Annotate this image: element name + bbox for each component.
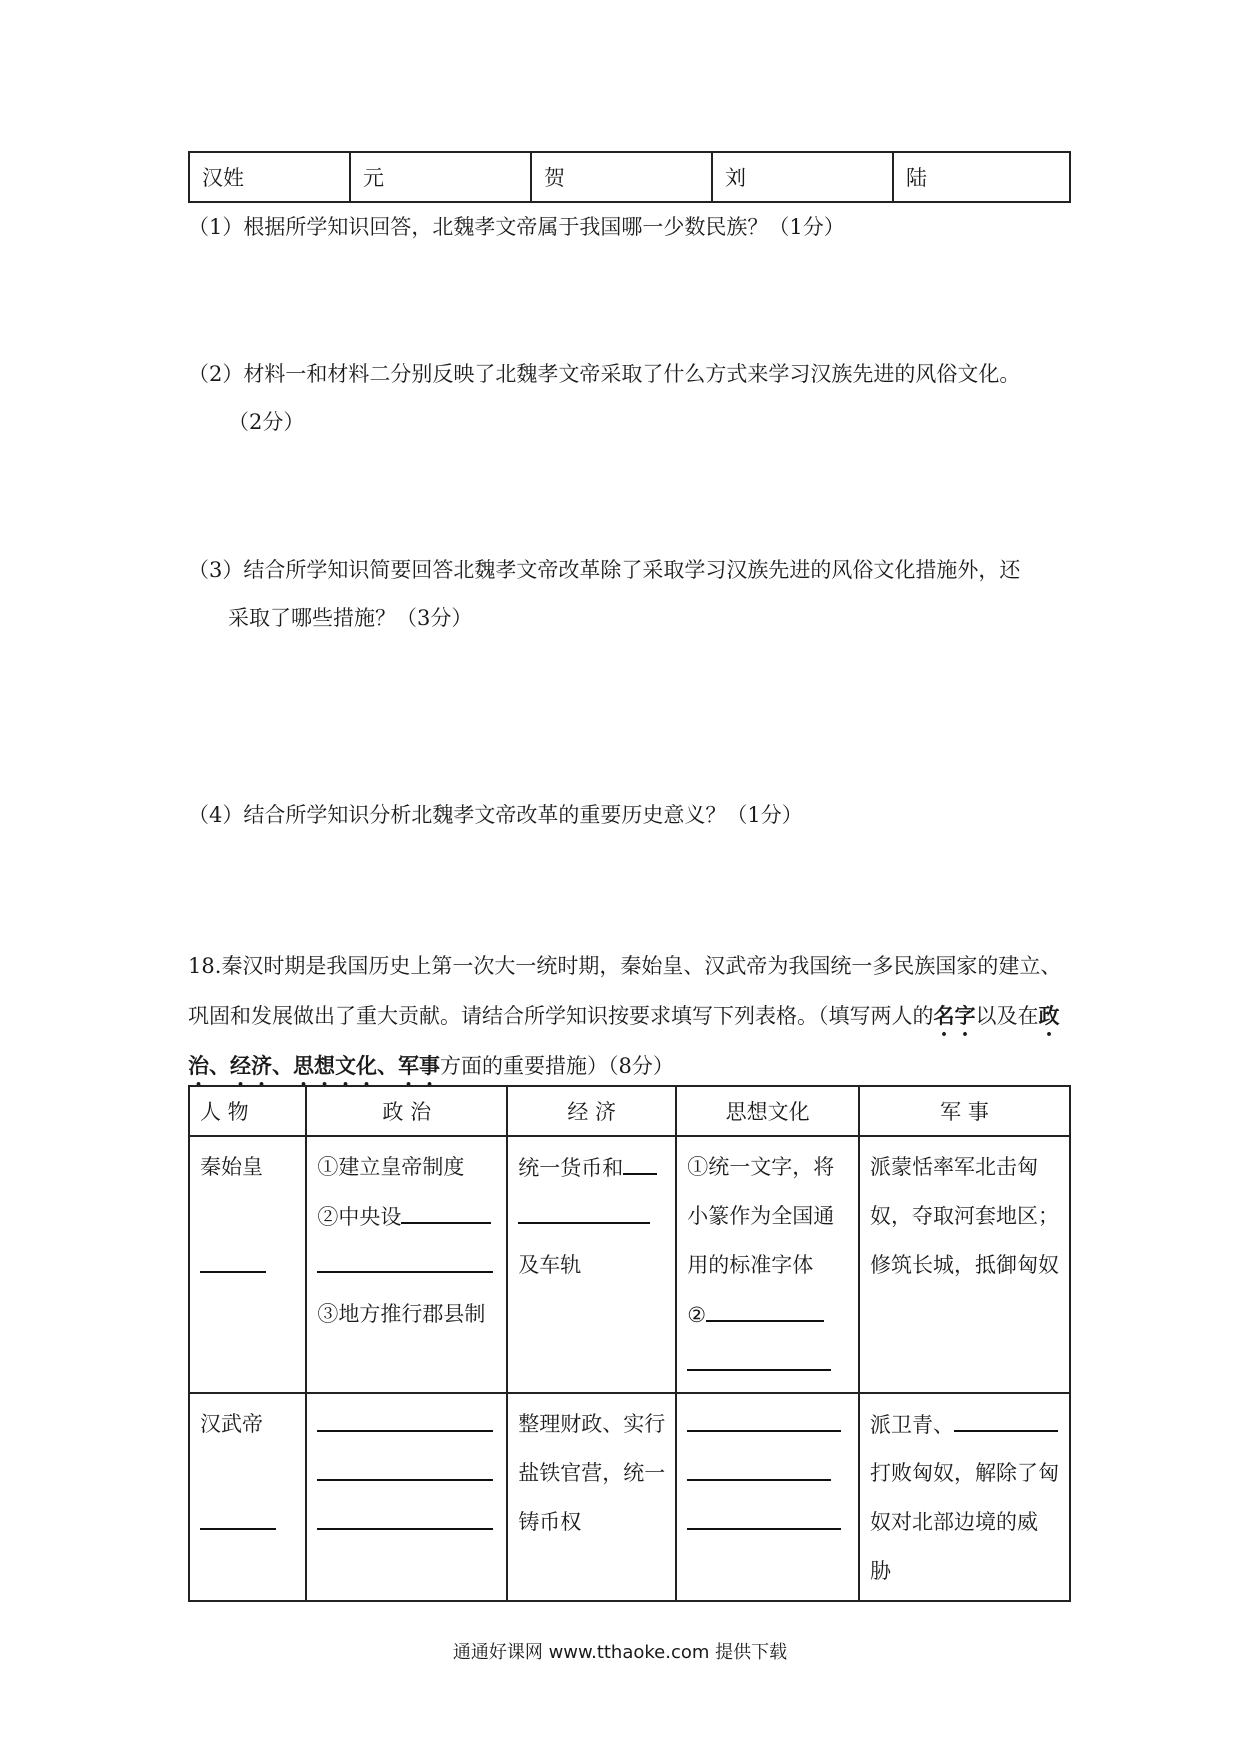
blank-field[interactable] (317, 1404, 493, 1432)
military-item: 打败匈奴，解除了匈 (870, 1461, 1059, 1485)
cell-economy (507, 1136, 676, 1393)
header-culture: 思想文化 (676, 1086, 859, 1136)
cell-culture (676, 1136, 859, 1393)
blank-field[interactable] (518, 1196, 650, 1224)
politics-item: ②中央设 (317, 1205, 402, 1229)
blank-field[interactable] (706, 1294, 824, 1322)
question-3-line2: 采取了哪些措施？（3分） (228, 606, 473, 630)
blank-field[interactable] (687, 1404, 841, 1432)
economy-item: 及车轨 (518, 1253, 582, 1277)
cell-military (859, 1393, 1070, 1601)
politics-item: ③地方推行郡县制 (317, 1302, 486, 1326)
blank-field[interactable] (954, 1404, 1058, 1432)
table-cell: 刘 (712, 152, 893, 202)
table-cell: 贺 (531, 152, 712, 202)
measures-table (188, 1085, 1071, 1602)
header-military: 军 事 (859, 1086, 1070, 1136)
cell-person (189, 1136, 306, 1393)
cell-economy (507, 1393, 676, 1601)
blank-field[interactable] (317, 1245, 493, 1273)
culture-item: 小篆作为全国通 (687, 1204, 835, 1228)
culture-item: 用的标准字体 (687, 1253, 814, 1277)
military-item: 奴对北部边境的威 (870, 1510, 1038, 1534)
q18-sep: 、 (209, 1053, 230, 1078)
economy-item: 统一货币和 (518, 1156, 624, 1180)
cell-culture (676, 1393, 859, 1601)
table-cell: 陆 (893, 152, 1070, 202)
table-row-qin (189, 1136, 1070, 1393)
table-row (189, 152, 1070, 202)
header-politics: 政 治 (306, 1086, 507, 1136)
q18-mid: 以及在 (975, 1004, 1039, 1028)
military-item: 派卫青、 (870, 1413, 954, 1437)
culture-item: ② (687, 1303, 707, 1327)
culture-item: ①统一文字，将 (687, 1155, 835, 1179)
blank-field[interactable] (200, 1245, 266, 1273)
question-18 (188, 942, 1073, 1091)
q18-tail: 方面的重要措施）（8分） (440, 1054, 674, 1078)
blank-field[interactable] (687, 1453, 831, 1481)
q18-intro: 18.秦汉时期是我国历史上第一次大一统时期，秦始皇、汉武帝为我国统一多民族国家的建立、巩固和发展做出了重大贡献。请结合所学知识按要求填写下列表格。（填写两人的 (188, 954, 1062, 1028)
person-name: 汉武帝 (200, 1412, 263, 1436)
cell-military (859, 1136, 1070, 1393)
question-3-line1: （3）结合所学知识简要回答北魏孝文帝改革除了采取学习汉族先进的风俗文化措施外，还 (188, 558, 1021, 582)
surname-table (188, 151, 1071, 203)
military-item: 奴，夺取河套地区； (870, 1204, 1059, 1228)
person-name: 秦始皇 (200, 1155, 263, 1179)
economy-item: 整理财政、实行 (518, 1412, 666, 1436)
q18-emph-thought: 思想文化 (293, 1053, 377, 1078)
blank-field[interactable] (401, 1196, 491, 1224)
blank-field[interactable] (687, 1343, 831, 1371)
question-2 (188, 357, 1020, 439)
blank-field[interactable] (317, 1453, 493, 1481)
q18-emph-military: 军事 (398, 1053, 440, 1078)
question-1: （1）根据所学知识回答，北魏孝文帝属于我国哪一少数民族？（1分） (188, 215, 845, 239)
question-2-line2: （2分） (228, 410, 305, 434)
q18-sep: 、 (272, 1053, 293, 1078)
table-header-row (189, 1086, 1070, 1136)
table-cell: 汉姓 (189, 152, 350, 202)
cell-politics (306, 1393, 507, 1601)
q18-sep: 、 (377, 1053, 398, 1078)
military-item: 胁 (870, 1559, 891, 1583)
blank-field[interactable] (200, 1502, 276, 1530)
question-3 (188, 553, 1020, 635)
header-person: 人 物 (189, 1086, 306, 1136)
q18-emph-politics: 政治 (188, 1003, 1060, 1078)
table-row-han (189, 1393, 1070, 1601)
economy-item: 铸币权 (518, 1510, 582, 1534)
cell-politics (306, 1136, 507, 1393)
question-2-line1: （2）材料一和材料二分别反映了北魏孝文帝采取了什么方式来学习汉族先进的风俗文化。 (188, 362, 1021, 386)
military-item: 修筑长城，抵御匈奴 (870, 1253, 1059, 1277)
cell-person (189, 1393, 306, 1601)
page-footer: 通通好课网 www.tthaoke.com 提供下载 (452, 1642, 788, 1663)
q18-emph-name: 名字 (933, 1003, 976, 1028)
blank-field[interactable] (687, 1502, 841, 1530)
blank-field[interactable] (623, 1147, 657, 1175)
military-item: 派蒙恬率军北击匈 (870, 1155, 1038, 1179)
economy-item: 盐铁官营，统一 (518, 1461, 666, 1485)
question-4: （4）结合所学知识分析北魏孝文帝改革的重要历史意义？（1分） (188, 803, 803, 827)
header-economy: 经 济 (507, 1086, 676, 1136)
q18-emph-economy: 经济 (230, 1053, 272, 1078)
blank-field[interactable] (317, 1502, 493, 1530)
table-cell: 元 (350, 152, 531, 202)
politics-item: ①建立皇帝制度 (317, 1155, 465, 1179)
